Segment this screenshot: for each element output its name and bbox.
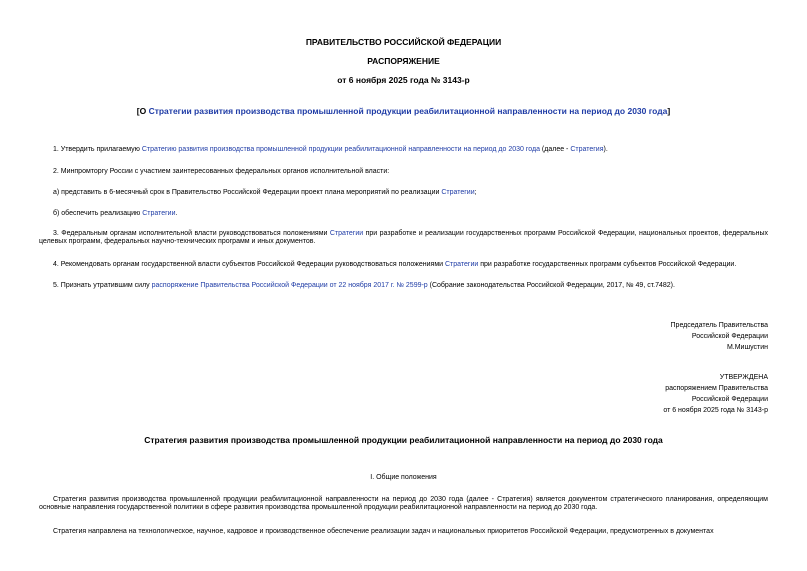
item-3-strategy-link[interactable]: Стратегии — [329, 230, 364, 237]
approved-country: Российской Федерации — [691, 396, 768, 403]
approved-label: УТВЕРЖДЕНА — [719, 374, 768, 381]
title-link[interactable]: Стратегии развития производства промышленной продукции реабилитационной направленности на период до 2030 года — [148, 106, 668, 116]
item-2a — [53, 189, 477, 197]
title-suffix: ] — [667, 106, 671, 116]
item-3-text-2: при разработке и реализации государственных программ Российской Федерации, национальных проектов, федеральных целевых программ, федеральных научно-технических программ и иных документов. — [39, 230, 768, 245]
strategy-short-link[interactable]: Стратегия — [570, 146, 604, 153]
item-1-text-2: (далее - — [539, 146, 571, 153]
item-4-strategy-link[interactable]: Стратегии — [445, 261, 479, 268]
approved-date-number: от 6 ноября 2025 года № 3143-р — [663, 407, 768, 414]
item-2a-text: а) представить в 6-месячный срок в Правительство Российской Федерации проект плана мероприятий по реализации — [53, 189, 442, 196]
signature-country: Российской Федерации — [691, 333, 768, 340]
strategy-paragraph-1: Стратегия развития производства промышленной продукции реабилитационной направленности на период до 2030 года (далее - Стратегия) является документом стратегического планирования, определяющим основные направления государственной политики в сфере развития производства промышленной продукции реабилитационной направленности на период до 2030 года. — [39, 496, 768, 511]
signature-name: М.Мишустин — [726, 344, 768, 351]
item-2b-strategy-link[interactable]: Стратегии — [142, 210, 176, 217]
document-date-number: от 6 ноября 2025 года № 3143-р — [337, 75, 470, 85]
item-1-text: 1. Утвердить прилагаемую — [53, 146, 142, 153]
strategy-paragraph-2: Стратегия направлена на технологическое, научное, кадровое и производственное обеспечение реализации задач и национальных приоритетов Российской Федерации, предусмотренных в документах — [53, 528, 714, 535]
item-5-text-2: (Собрание законодательства Российской Федерации, 2017, № 49, ст.7482). — [427, 282, 675, 289]
strategy-link[interactable]: Стратегию развития производства промышленной продукции реабилитационной направленности на период до 2030 года — [141, 146, 540, 153]
item-3 — [39, 230, 768, 246]
title-prefix: [О — [136, 106, 149, 116]
item-5 — [53, 282, 675, 290]
item-5-text: 5. Признать утратившим силу — [53, 282, 152, 289]
item-2a-text-2: ; — [474, 189, 477, 196]
repealed-order-link[interactable]: распоряжение Правительства Российской Федерации от 22 ноября 2017 г. № 2599-р — [151, 282, 428, 289]
item-3-text: 3. Федеральным органам исполнительной власти руководствоваться положениями — [53, 230, 330, 237]
item-4-text-2: при разработке государственных программ субъектов Российской Федерации. — [478, 261, 737, 268]
signature-position: Председатель Правительства — [670, 322, 768, 329]
item-4 — [53, 261, 736, 269]
document-type: РАСПОРЯЖЕНИЕ — [367, 56, 440, 66]
item-1 — [53, 146, 608, 154]
item-2b-text: б) обеспечить реализацию — [53, 210, 143, 217]
section-heading: I. Общие положения — [370, 474, 437, 481]
item-2a-strategy-link[interactable]: Стратегии — [441, 189, 475, 196]
item-1-text-3: ). — [603, 146, 608, 153]
government-heading: ПРАВИТЕЛЬСТВО РОССИЙСКОЙ ФЕДЕРАЦИИ — [305, 37, 502, 47]
item-2: 2. Минпромторгу России с участием заинтересованных федеральных органов исполнительной власти: — [53, 168, 390, 175]
approved-by: распоряжением Правительства — [665, 385, 768, 392]
item-2b-text-2: . — [175, 210, 178, 217]
item-4-text: 4. Рекомендовать органам государственной власти субъектов Российской Федерации руководствоваться положениями — [53, 261, 445, 268]
document-title — [0, 106, 807, 116]
item-2b — [53, 210, 177, 218]
strategy-title: Стратегия развития производства промышленной продукции реабилитационной направленности на период до 2030 года — [144, 435, 663, 445]
